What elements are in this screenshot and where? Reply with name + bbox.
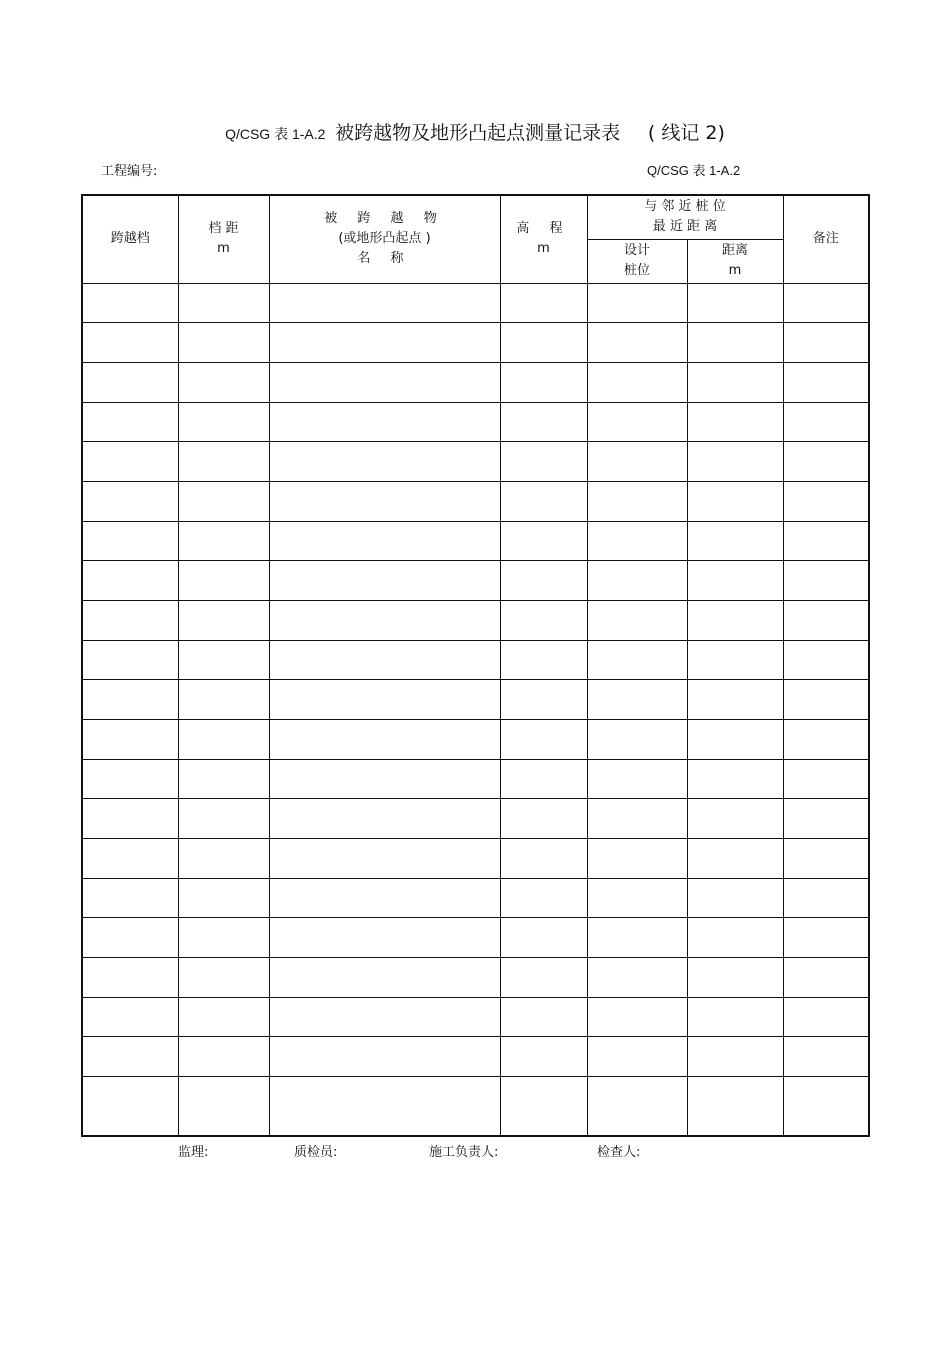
header-distance-line2: m	[728, 263, 742, 278]
table-cell[interactable]	[587, 719, 687, 759]
table-cell[interactable]	[178, 561, 269, 601]
table-cell[interactable]	[783, 481, 869, 521]
table-cell[interactable]	[500, 283, 587, 323]
header-design-pile-line2: 桩位	[623, 263, 650, 278]
table-row	[82, 759, 869, 799]
table-cell[interactable]	[587, 283, 687, 323]
table-cell[interactable]	[82, 997, 178, 1037]
table-cell[interactable]	[82, 442, 178, 482]
table-cell[interactable]	[783, 323, 869, 363]
table-cell[interactable]	[783, 680, 869, 720]
table-cell[interactable]	[587, 680, 687, 720]
header-nearest-pile-line2: 最 近 距 离	[652, 219, 718, 235]
table-cell[interactable]	[500, 1037, 587, 1077]
table-cell[interactable]	[269, 957, 500, 997]
table-cell[interactable]	[269, 1037, 500, 1077]
table-cell[interactable]	[587, 1037, 687, 1077]
table-cell[interactable]	[82, 283, 178, 323]
table-cell[interactable]	[500, 918, 587, 958]
table-cell[interactable]	[178, 481, 269, 521]
header-nearest-pile-line1: 与 邻 近 桩 位	[644, 199, 726, 215]
table-cell[interactable]	[687, 640, 783, 680]
table-cell[interactable]	[587, 442, 687, 482]
table-row	[82, 521, 869, 561]
table-cell[interactable]	[687, 1076, 783, 1136]
table-cell[interactable]	[783, 997, 869, 1037]
table-cell[interactable]	[687, 838, 783, 878]
table-cell[interactable]	[500, 323, 587, 363]
table-cell[interactable]	[178, 918, 269, 958]
table-cell[interactable]	[587, 799, 687, 839]
header-span-distance-label: 档 距	[208, 221, 239, 237]
table-cell[interactable]	[269, 561, 500, 601]
table-cell[interactable]	[587, 323, 687, 363]
table-cell[interactable]	[82, 957, 178, 997]
footer-construction-lead: 施工负责人:	[429, 1145, 499, 1160]
header-design-pile-line1: 设计	[623, 243, 650, 258]
table-cell[interactable]	[500, 1076, 587, 1136]
table-cell[interactable]	[687, 442, 783, 482]
header-distance-line1: 距离	[721, 243, 748, 258]
table-cell[interactable]	[687, 481, 783, 521]
header-remarks: 备注	[783, 195, 869, 283]
table-cell[interactable]	[178, 997, 269, 1037]
table-cell[interactable]	[500, 521, 587, 561]
table-cell[interactable]	[687, 283, 783, 323]
table-cell[interactable]	[82, 362, 178, 402]
table-cell[interactable]	[178, 759, 269, 799]
table-cell[interactable]	[687, 918, 783, 958]
table-cell[interactable]	[500, 957, 587, 997]
header-span-distance	[178, 195, 269, 283]
table-cell[interactable]	[178, 362, 269, 402]
footer-checker: 检查人:	[597, 1145, 641, 1160]
title-suffix: ( 线记 2)	[647, 122, 725, 144]
table-cell[interactable]	[269, 402, 500, 442]
page-title	[0, 118, 950, 145]
table-row	[82, 481, 869, 521]
table-cell[interactable]	[587, 1076, 687, 1136]
table-cell[interactable]	[783, 838, 869, 878]
table-cell[interactable]	[500, 759, 587, 799]
table-cell[interactable]	[587, 957, 687, 997]
table-row	[82, 997, 869, 1037]
table-cell[interactable]	[687, 561, 783, 601]
table-row	[82, 283, 869, 323]
table-cell[interactable]	[783, 561, 869, 601]
table-cell[interactable]	[82, 799, 178, 839]
table-row	[82, 561, 869, 601]
table-cell[interactable]	[82, 838, 178, 878]
table-cell[interactable]	[178, 521, 269, 561]
table-cell[interactable]	[500, 799, 587, 839]
table-cell[interactable]	[687, 957, 783, 997]
table-cell[interactable]	[82, 323, 178, 363]
table-cell[interactable]	[178, 1037, 269, 1077]
header-crossed-object-line2: (或地形凸起点 )	[338, 231, 431, 247]
table-cell[interactable]	[82, 878, 178, 918]
table-cell[interactable]	[269, 719, 500, 759]
table-cell[interactable]	[783, 283, 869, 323]
header-elevation-label: 高 程	[516, 221, 571, 237]
table-cell[interactable]	[783, 719, 869, 759]
table-cell[interactable]	[500, 561, 587, 601]
table-row	[82, 323, 869, 363]
header-crossed-object	[269, 195, 500, 283]
title-main: 被跨越物及地形凸起点测量记录表	[335, 122, 621, 144]
table-cell[interactable]	[687, 362, 783, 402]
table-cell[interactable]	[269, 799, 500, 839]
table-row	[82, 1037, 869, 1077]
table-cell[interactable]	[269, 1076, 500, 1136]
title-code: Q/CSG 表 1-A.2	[225, 126, 326, 142]
table-row	[82, 362, 869, 402]
header-distance	[687, 239, 783, 283]
table-row	[82, 600, 869, 640]
table-cell[interactable]	[500, 878, 587, 918]
table-cell[interactable]	[82, 918, 178, 958]
table-cell[interactable]	[178, 283, 269, 323]
table-cell[interactable]	[783, 640, 869, 680]
record-table	[81, 194, 870, 1137]
table-cell[interactable]	[587, 997, 687, 1037]
table-cell[interactable]	[783, 442, 869, 482]
table-cell[interactable]	[587, 878, 687, 918]
table-cell[interactable]	[687, 1037, 783, 1077]
table-row	[82, 402, 869, 442]
table-cell[interactable]	[500, 402, 587, 442]
table-cell[interactable]	[687, 878, 783, 918]
table-cell[interactable]	[500, 362, 587, 402]
table-cell[interactable]	[783, 1076, 869, 1136]
table-cell[interactable]	[269, 759, 500, 799]
table-cell[interactable]	[687, 323, 783, 363]
table-cell[interactable]	[178, 600, 269, 640]
table-cell[interactable]	[269, 838, 500, 878]
table-cell[interactable]	[178, 957, 269, 997]
table-cell[interactable]	[587, 481, 687, 521]
table-cell[interactable]	[269, 283, 500, 323]
form-code-text: Q/CSG 表 1-A.2	[647, 163, 741, 178]
table-cell[interactable]	[783, 402, 869, 442]
table-cell[interactable]	[687, 600, 783, 640]
table-cell[interactable]	[687, 521, 783, 561]
table-row	[82, 918, 869, 958]
table-cell[interactable]	[178, 323, 269, 363]
table-cell[interactable]	[783, 957, 869, 997]
table-cell[interactable]	[500, 640, 587, 680]
table-cell[interactable]	[587, 521, 687, 561]
table-row	[82, 838, 869, 878]
table-cell[interactable]	[783, 918, 869, 958]
table-cell[interactable]	[587, 600, 687, 640]
table-cell[interactable]	[269, 878, 500, 918]
table-cell[interactable]	[269, 918, 500, 958]
table-cell[interactable]	[587, 640, 687, 680]
table-cell[interactable]	[82, 680, 178, 720]
table-cell[interactable]	[269, 640, 500, 680]
table-cell[interactable]	[269, 442, 500, 482]
table-cell[interactable]	[587, 561, 687, 601]
table-body	[82, 283, 869, 1136]
table-cell[interactable]	[269, 521, 500, 561]
table-cell[interactable]	[82, 521, 178, 561]
table-cell[interactable]	[178, 1076, 269, 1136]
header-nearest-pile	[587, 195, 783, 239]
table-cell[interactable]	[82, 719, 178, 759]
table-cell[interactable]	[687, 402, 783, 442]
footer-supervisor: 监理:	[178, 1145, 209, 1160]
table-cell[interactable]	[178, 680, 269, 720]
table-cell[interactable]	[269, 600, 500, 640]
table-cell[interactable]	[178, 878, 269, 918]
table-row	[82, 719, 869, 759]
table-cell[interactable]	[687, 680, 783, 720]
table-cell[interactable]	[783, 878, 869, 918]
table-row	[82, 442, 869, 482]
table-cell[interactable]	[269, 362, 500, 402]
header-crossed-object-line1: 被 跨 越 物	[324, 211, 445, 227]
table-cell[interactable]	[178, 719, 269, 759]
table-cell[interactable]	[269, 481, 500, 521]
table-cell[interactable]	[587, 759, 687, 799]
table-cell[interactable]	[82, 481, 178, 521]
table-cell[interactable]	[82, 1037, 178, 1077]
table-row	[82, 640, 869, 680]
table-cell[interactable]	[178, 402, 269, 442]
footer-inspector: 质检员:	[294, 1145, 338, 1160]
table-cell[interactable]	[783, 521, 869, 561]
table-cell[interactable]	[269, 323, 500, 363]
header-span: 跨越档	[82, 195, 178, 283]
table-cell[interactable]	[500, 600, 587, 640]
header-design-pile	[587, 239, 687, 283]
table-cell[interactable]	[500, 442, 587, 482]
header-crossed-object-line3: 名 称	[357, 251, 412, 267]
table-row	[82, 680, 869, 720]
table-cell[interactable]	[587, 838, 687, 878]
table-cell[interactable]	[82, 640, 178, 680]
table-cell[interactable]	[82, 1076, 178, 1136]
table-cell[interactable]	[82, 759, 178, 799]
table-cell[interactable]	[783, 1037, 869, 1077]
header-span-distance-unit: m	[217, 241, 230, 257]
project-no-label: 工程编号:	[101, 164, 158, 179]
table-row	[82, 799, 869, 839]
table-cell[interactable]	[783, 362, 869, 402]
header-elevation	[500, 195, 587, 283]
table-cell[interactable]	[687, 997, 783, 1037]
table-row	[82, 878, 869, 918]
table-cell[interactable]	[500, 719, 587, 759]
table-cell[interactable]	[687, 759, 783, 799]
table-cell[interactable]	[269, 680, 500, 720]
table-cell[interactable]	[687, 719, 783, 759]
table-cell[interactable]	[82, 402, 178, 442]
table-cell[interactable]	[687, 799, 783, 839]
table-cell[interactable]	[783, 759, 869, 799]
form-code	[647, 160, 740, 179]
table-row	[82, 957, 869, 997]
table-cell[interactable]	[783, 799, 869, 839]
table-row	[82, 1076, 869, 1136]
table-cell[interactable]	[783, 600, 869, 640]
table-cell[interactable]	[178, 442, 269, 482]
table-cell[interactable]	[178, 799, 269, 839]
header-elevation-unit: m	[537, 241, 550, 257]
table-cell[interactable]	[587, 362, 687, 402]
table-cell[interactable]	[178, 838, 269, 878]
table-cell[interactable]	[269, 997, 500, 1037]
table-cell[interactable]	[500, 481, 587, 521]
table-cell[interactable]	[587, 402, 687, 442]
table-cell[interactable]	[500, 680, 587, 720]
table-cell[interactable]	[82, 561, 178, 601]
table-cell[interactable]	[500, 838, 587, 878]
table-cell[interactable]	[82, 600, 178, 640]
table-cell[interactable]	[500, 997, 587, 1037]
table-cell[interactable]	[178, 640, 269, 680]
table-cell[interactable]	[587, 918, 687, 958]
